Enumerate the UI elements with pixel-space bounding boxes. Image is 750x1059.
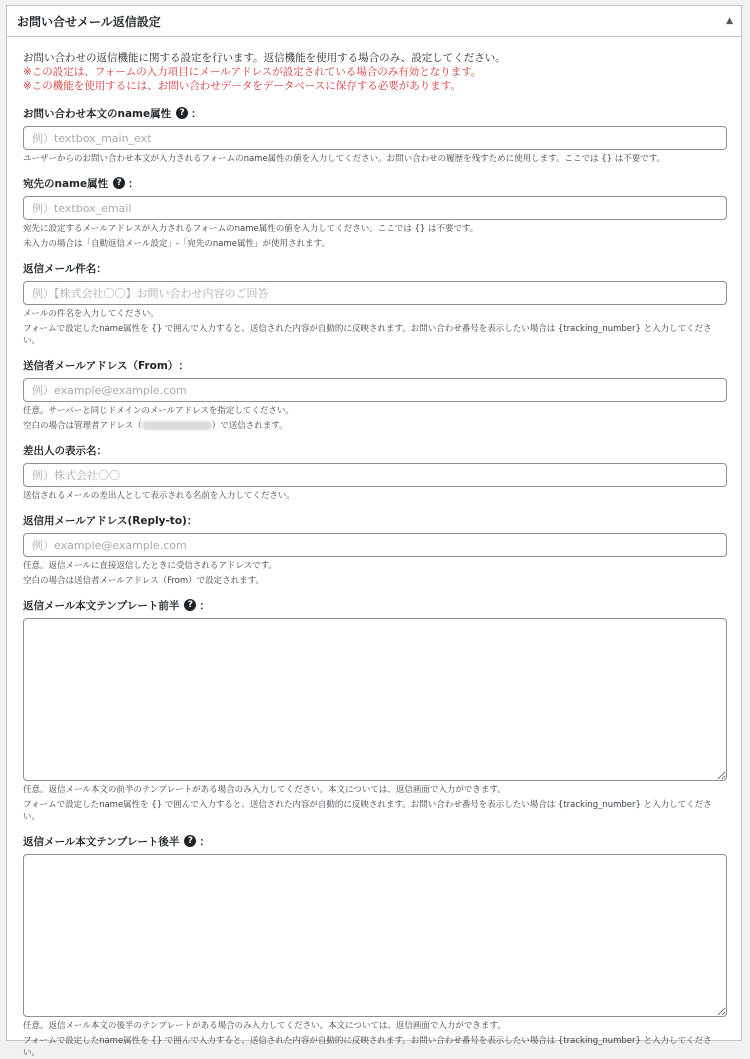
field-from xyxy=(23,357,725,432)
to-name-input[interactable] xyxy=(23,196,727,220)
field-description: メールの件名を入力してください。 xyxy=(23,309,159,319)
label-colon: ： xyxy=(199,835,210,848)
redacted-admin-email xyxy=(142,421,212,430)
field-label-text: 宛先のname属性 xyxy=(23,177,109,190)
field-label-text: 差出人の表示名 xyxy=(23,444,97,457)
field-description: 任意。返信メールに直接返信したときに受信されるアドレスです。 xyxy=(23,561,277,571)
field-label xyxy=(23,597,725,613)
panel-body xyxy=(7,37,741,1059)
field-main-name xyxy=(23,105,725,165)
label-colon: ： xyxy=(178,359,189,372)
subject-input[interactable] xyxy=(23,281,727,305)
warning-text: ※この機能を使用するには、お問い合わせデータをデータベースに保存する必要があります。 xyxy=(23,80,461,92)
field-description: 任意。返信メール本文の後半のテンプレートがある場合のみ入力してください。本文については、返信画面で入力ができます。 xyxy=(23,1021,506,1031)
field-label-text: お問い合わせ本文のname属性 xyxy=(23,107,172,120)
field-label-text: 返信メール本文テンプレート後半 xyxy=(23,835,180,848)
collapse-toggle-icon[interactable]: ▲ xyxy=(726,15,733,26)
field-label-text: 返信メール件名 xyxy=(23,262,97,275)
body-after-textarea[interactable] xyxy=(23,854,727,1017)
reply-to-input[interactable] xyxy=(23,533,727,557)
field-subject xyxy=(23,260,725,347)
label-colon: ： xyxy=(96,444,107,457)
body-before-textarea[interactable] xyxy=(23,618,727,781)
field-label-text: 返信用メールアドレス(Reply-to) xyxy=(23,514,187,527)
help-icon[interactable]: ? xyxy=(184,599,196,611)
field-label xyxy=(23,105,725,121)
desc-text: 空白の場合は管理者アドレス（ xyxy=(23,421,142,431)
sender-name-input[interactable] xyxy=(23,463,727,487)
label-colon: ： xyxy=(199,599,210,612)
settings-panel xyxy=(6,5,742,1058)
field-sender-name xyxy=(23,442,725,502)
main-name-input[interactable] xyxy=(23,126,727,150)
help-icon[interactable]: ? xyxy=(113,177,125,189)
field-label xyxy=(23,512,725,528)
panel-header xyxy=(7,6,741,37)
from-email-input[interactable] xyxy=(23,378,727,402)
field-label xyxy=(23,833,725,849)
field-description: フォームで設定したname属性を {} で囲んで入力すると、送信された内容が自動的に反映されます。お問い合わせ番号を表示したい場合は {tracking_number} と入力してください。 xyxy=(23,1036,712,1058)
panel-title: お問い合せメール返信設定 xyxy=(17,14,161,29)
field-description: 任意。サーバーと同じドメインのメールアドレスを指定してください。 xyxy=(23,406,294,416)
field-label xyxy=(23,442,725,458)
field-body-after xyxy=(23,833,725,1059)
field-reply-to xyxy=(23,512,725,587)
label-colon: ： xyxy=(186,514,198,527)
label-colon: ： xyxy=(191,107,202,120)
field-description: 宛先に設定するメールアドレスが入力されるフォームのname属性の値を入力してください。ここでは {} は不要です。 xyxy=(23,224,479,234)
field-description: ユーザーからのお問い合わせ本文が入力されるフォームのname属性の値を入力してください。お問い合わせの履歴を残すために使用します。ここでは {} は不要です。 xyxy=(23,154,666,164)
field-label xyxy=(23,357,725,373)
field-label xyxy=(23,260,725,276)
field-to-name xyxy=(23,175,725,250)
field-description: 空白の場合は送信者メールアドレス（From）で設定されます。 xyxy=(23,576,264,586)
field-description: フォームで設定したname属性を {} で囲んで入力すると、送信された内容が自動的に反映されます。お問い合わせ番号を表示したい場合は {tracking_number} と入力してください。 xyxy=(23,324,712,346)
help-icon[interactable]: ? xyxy=(176,107,188,119)
field-description: 送信されるメールの差出人として表示される名前を入力してください。 xyxy=(23,491,295,501)
help-icon[interactable]: ? xyxy=(184,835,196,847)
label-colon: ： xyxy=(128,177,139,190)
field-label-text: 送信者メールアドレス（From） xyxy=(23,359,179,372)
field-description xyxy=(23,420,725,432)
label-colon: ： xyxy=(96,262,107,275)
desc-text: ）で送信されます。 xyxy=(211,421,288,431)
intro-text: お問い合わせの返信機能に関する設定を行います。返信機能を使用する場合のみ、設定してください。 xyxy=(23,52,506,64)
field-description: フォームで設定したname属性を {} で囲んで入力すると、送信された内容が自動的に反映されます。お問い合わせ番号を表示したい場合は {tracking_number} と入力してください。 xyxy=(23,800,712,822)
field-label xyxy=(23,175,725,191)
warning-text: ※この設定は、フォームの入力項目にメールアドレスが設定されている場合のみ有効となります。 xyxy=(23,66,482,78)
field-body-before xyxy=(23,597,725,823)
field-description: 任意。返信メール本文の前半のテンプレートがある場合のみ入力してください。本文については、返信画面で入力ができます。 xyxy=(23,785,506,795)
field-description: 未入力の場合は「自動返信メール設定」-「宛先のname属性」が使用されます。 xyxy=(23,239,330,249)
field-label-text: 返信メール本文テンプレート前半 xyxy=(23,599,180,612)
